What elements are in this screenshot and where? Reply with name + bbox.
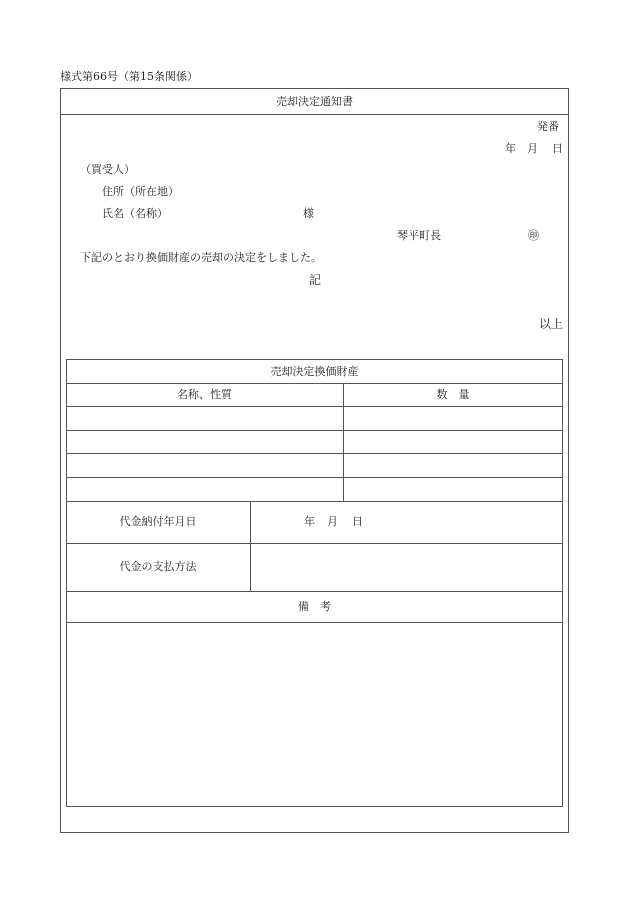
- notice-body-text: 下記のとおり換価財産の売却の決定をしました。: [80, 251, 322, 264]
- payment-divider: [66, 543, 563, 544]
- table-row-divider: [66, 477, 563, 478]
- column-divider: [343, 383, 344, 501]
- payment-divider: [66, 591, 563, 592]
- payment-column-divider: [250, 501, 251, 591]
- title-divider: [60, 114, 569, 115]
- date-month: 月: [527, 142, 538, 155]
- table-divider: [66, 406, 563, 407]
- due-date-day: 日: [352, 515, 363, 528]
- document-title: 売却決定通知書: [276, 95, 353, 108]
- seal-mark: ㊞: [528, 229, 539, 242]
- buyer-address-label: 住所（所在地）: [102, 185, 179, 198]
- table-row-divider: [66, 430, 563, 431]
- buyer-heading: （買受人）: [80, 163, 135, 176]
- table-row-divider: [66, 453, 563, 454]
- due-date-month: 月: [327, 515, 338, 528]
- column-header-name: 名称、性質: [177, 388, 232, 401]
- buyer-name-label: 氏名（名称）: [102, 207, 168, 220]
- due-date-label: 代金納付年月日: [119, 515, 197, 528]
- form-label: 様式第66号（第15条関係）: [60, 70, 198, 83]
- due-date-year: 年: [304, 515, 315, 528]
- table-divider: [66, 383, 563, 384]
- issuer-title: 琴平町長: [397, 229, 441, 242]
- ki-heading: 記: [309, 273, 322, 287]
- remarks-label: 備 考: [298, 600, 331, 613]
- date-day: 日: [552, 142, 563, 155]
- buyer-honorific: 様: [303, 207, 314, 220]
- property-table-title: 売却決定換価財産: [270, 365, 359, 378]
- payment-method-label: 代金の支払方法: [119, 560, 197, 573]
- column-header-quantity: 数 量: [436, 388, 470, 401]
- remarks-divider: [66, 622, 563, 623]
- table-row-divider: [66, 501, 563, 502]
- property-table: [66, 359, 563, 807]
- date-year: 年: [505, 142, 516, 155]
- issue-number-label: 発番: [537, 120, 559, 133]
- ijou-text: 以上: [539, 317, 564, 331]
